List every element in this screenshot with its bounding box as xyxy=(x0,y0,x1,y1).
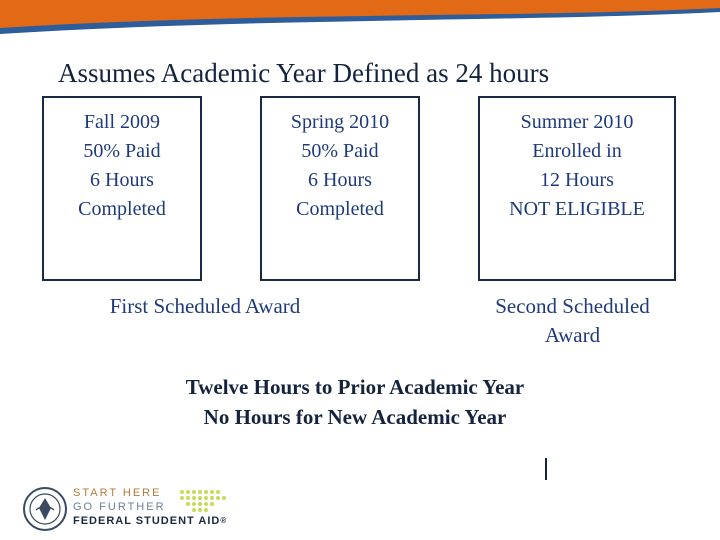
logo-go-further: GO FURTHER xyxy=(73,501,166,513)
hours-allocation-note xyxy=(120,372,590,432)
box-line: Completed xyxy=(296,198,384,220)
note-line: No Hours for New Academic Year xyxy=(203,405,507,429)
slide-title: Assumes Academic Year Defined as 24 hours xyxy=(58,58,550,88)
term-box-fall-2009 xyxy=(42,96,202,281)
department-of-education-seal-icon xyxy=(22,486,68,532)
box-line: 6 Hours xyxy=(90,169,154,191)
box-line: Summer 2010 xyxy=(520,111,634,133)
first-scheduled-award-label: First Scheduled Award xyxy=(109,294,301,318)
award-line: Award xyxy=(544,323,601,347)
note-line: Twelve Hours to Prior Academic Year xyxy=(185,375,525,399)
box-line: 12 Hours xyxy=(540,169,614,191)
award-line: Second Scheduled xyxy=(495,294,650,318)
box-line: Fall 2009 xyxy=(83,111,161,133)
logo-start-here: START HERE xyxy=(73,487,162,499)
header-banner xyxy=(0,0,720,40)
logo-dot-grid-icon xyxy=(178,488,242,514)
box-line: Enrolled in xyxy=(532,140,622,162)
term-box-spring-2010 xyxy=(260,96,420,281)
term-box-summer-2010 xyxy=(478,96,676,281)
logo-federal-student-aid xyxy=(73,514,227,528)
box-line: 50% Paid xyxy=(83,140,161,162)
box-line: NOT ELIGIBLE xyxy=(509,198,645,220)
logo-fsa-text: FEDERAL STUDENT AID xyxy=(73,515,221,527)
second-scheduled-award-label xyxy=(470,292,675,350)
text-cursor xyxy=(545,458,547,480)
box-line: Completed xyxy=(78,198,166,220)
box-line: 50% Paid xyxy=(301,140,379,162)
logo-trademark: ® xyxy=(220,516,228,525)
box-line: Spring 2010 xyxy=(290,111,390,133)
box-line: 6 Hours xyxy=(308,169,372,191)
